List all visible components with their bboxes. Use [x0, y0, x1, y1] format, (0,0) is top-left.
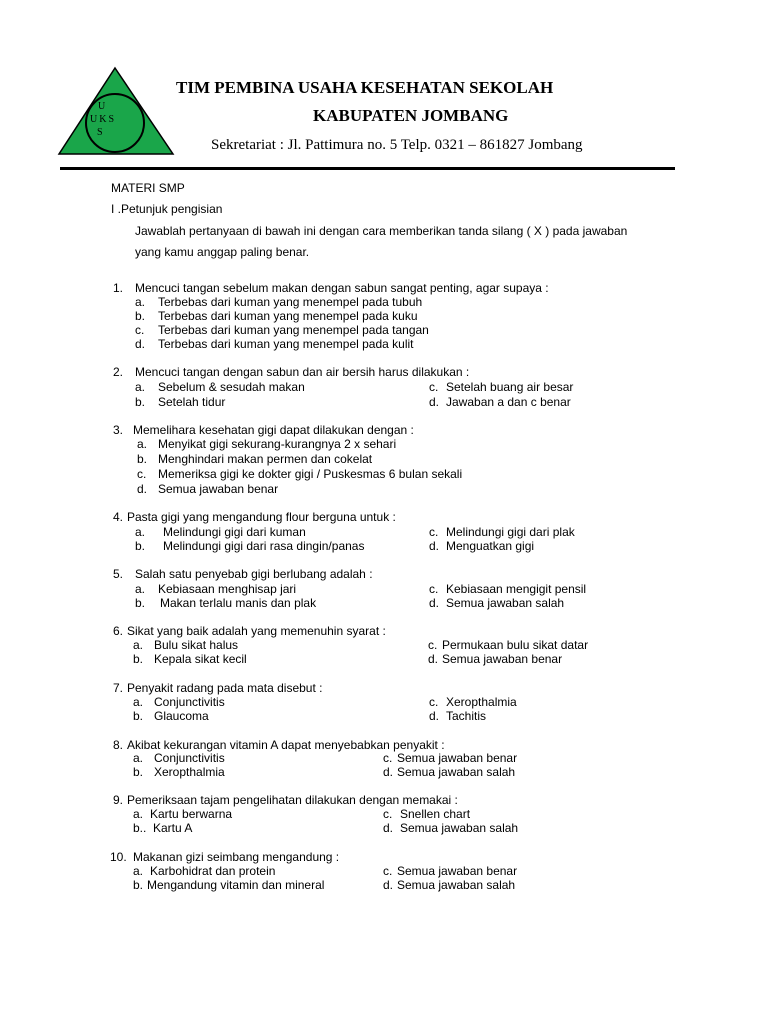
question-9-option-b: Kartu A — [153, 821, 193, 835]
question-9-option-a-letter: a. — [133, 807, 144, 821]
question-4-text: Pasta gigi yang mengandung flour berguna untuk : — [127, 510, 396, 524]
question-10-option-d: Semua jawaban salah — [397, 878, 516, 892]
question-7-text: Penyakit radang pada mata disebut : — [127, 681, 323, 695]
question-10-option-b-letter: b. — [133, 878, 144, 892]
question-6-option-c: Permukaan bulu sikat datar — [442, 638, 589, 652]
question-8-option-b: Xeropthalmia — [154, 765, 225, 779]
question-5-option-d: Semua jawaban salah — [446, 596, 565, 610]
question-9-number: 9. — [113, 793, 124, 807]
question-7-option-d: Tachitis — [446, 709, 487, 723]
question-7-number: 7. — [113, 681, 124, 695]
question-7-option-b: Glaucoma — [154, 709, 209, 723]
question-9-option-c-letter: c. — [383, 807, 393, 821]
question-10-option-c-letter: c. — [383, 864, 393, 878]
question-6-option-a-letter: a. — [133, 638, 144, 652]
header-divider — [60, 167, 675, 170]
question-4-option-a: Melindungi gigi dari kuman — [163, 525, 306, 539]
question-5-option-c: Kebiasaan mengigit pensil — [446, 582, 587, 596]
subject-heading: MATERI SMP — [111, 181, 185, 195]
question-7-option-d-letter: d. — [429, 709, 440, 723]
question-4-option-d-letter: d. — [429, 539, 440, 553]
question-8-option-d: Semua jawaban salah — [397, 765, 516, 779]
question-4-number: 4. — [113, 510, 124, 524]
question-5-text: Salah satu penyebab gigi berlubang adalah : — [135, 567, 373, 581]
question-1-option-b: Terbebas dari kuman yang menempel pada kuku — [158, 309, 418, 323]
question-6-text: Sikat yang baik adalah yang memenuhin syarat : — [127, 624, 386, 638]
question-5-option-b-letter: b. — [135, 596, 146, 610]
question-5-option-d-letter: d. — [429, 596, 440, 610]
question-10-number: 10. — [110, 850, 127, 864]
question-2-option-b-letter: b. — [135, 395, 146, 409]
question-10-option-b: Mengandung vitamin dan mineral — [147, 878, 325, 892]
question-4-option-b: Melindungi gigi dari rasa dingin/panas — [163, 539, 365, 553]
question-3-option-c: Memeriksa gigi ke dokter gigi / Puskesmas 6 bulan sekali — [158, 467, 463, 481]
org-address: Sekretariat : Jl. Pattimura no. 5 Telp. 0321 – 861827 Jombang — [211, 137, 583, 153]
question-8-text: Akibat kekurangan vitamin A dapat menyebabkan penyakit : — [127, 738, 445, 752]
question-9-option-a: Kartu berwarna — [150, 807, 233, 821]
question-1-option-d: Terbebas dari kuman yang menempel pada kulit — [158, 337, 414, 351]
uks-logo — [57, 66, 175, 156]
question-9-option-c: Snellen chart — [400, 807, 471, 821]
question-7-option-c-letter: c. — [429, 695, 439, 709]
question-6-number: 6. — [113, 624, 124, 638]
question-3-option-d-letter: d. — [137, 482, 148, 496]
question-5-number: 5. — [113, 567, 124, 581]
question-1-option-a-letter: a. — [135, 295, 146, 309]
question-2-option-a-letter: a. — [135, 380, 146, 394]
question-8-option-b-letter: b. — [133, 765, 144, 779]
question-7-option-a-letter: a. — [133, 695, 144, 709]
question-10-option-a-letter: a. — [133, 864, 144, 878]
question-1-text: Mencuci tangan sebelum makan dengan sabun sangat penting, agar supaya : — [135, 281, 549, 295]
question-9-option-d-letter: d. — [383, 821, 394, 835]
question-5-option-c-letter: c. — [429, 582, 439, 596]
section-heading: I .Petunjuk pengisian — [111, 202, 223, 216]
question-5-option-a-letter: a. — [135, 582, 146, 596]
question-1-option-b-letter: b. — [135, 309, 146, 323]
question-2-text: Mencuci tangan dengan sabun dan air bersih harus dilakukan : — [135, 365, 470, 379]
logo-letters-uks: UKS — [90, 114, 117, 125]
question-7-option-a: Conjunctivitis — [154, 695, 225, 709]
question-8-number: 8. — [113, 738, 124, 752]
question-10-option-c: Semua jawaban benar — [397, 864, 518, 878]
question-2-option-c: Setelah buang air besar — [446, 380, 574, 394]
question-6-option-d-letter: d. — [428, 652, 439, 666]
question-1-number: 1. — [113, 281, 124, 295]
question-6-option-a: Bulu sikat halus — [154, 638, 239, 652]
question-3-number: 3. — [113, 423, 124, 437]
question-10-option-a: Karbohidrat dan protein — [150, 864, 276, 878]
question-1-option-c-letter: c. — [135, 323, 145, 337]
question-2-option-c-letter: c. — [429, 380, 439, 394]
org-title-line2: KABUPATEN JOMBANG — [313, 106, 509, 125]
question-1-option-a: Terbebas dari kuman yang menempel pada tubuh — [158, 295, 423, 309]
question-6-option-b: Kepala sikat kecil — [154, 652, 247, 666]
question-5-option-b: Makan terlalu manis dan plak — [160, 596, 317, 610]
question-3-option-b-letter: b. — [137, 452, 148, 466]
question-4-option-b-letter: b. — [135, 539, 146, 553]
question-3-option-b: Menghindari makan permen dan cokelat — [158, 452, 373, 466]
question-10-option-d-letter: d. — [383, 878, 394, 892]
org-title-line1: TIM PEMBINA USAHA KESEHATAN SEKOLAH — [176, 78, 554, 97]
logo-triangle — [59, 68, 173, 154]
question-3-option-c-letter: c. — [137, 467, 147, 481]
question-8-option-a: Conjunctivitis — [154, 751, 225, 765]
question-3-option-d: Semua jawaban benar — [158, 482, 279, 496]
question-8-option-a-letter: a. — [133, 751, 144, 765]
question-7-option-b-letter: b. — [133, 709, 144, 723]
question-1-option-d-letter: d. — [135, 337, 146, 351]
question-8-option-c-letter: c. — [383, 751, 393, 765]
question-3-option-a-letter: a. — [137, 437, 148, 451]
question-2-option-d-letter: d. — [429, 395, 440, 409]
question-9-option-d: Semua jawaban salah — [400, 821, 519, 835]
question-5-option-a: Kebiasaan menghisap jari — [158, 582, 297, 596]
question-6-option-b-letter: b. — [133, 652, 144, 666]
question-4-option-a-letter: a. — [135, 525, 146, 539]
question-10-text: Makanan gizi seimbang mengandung : — [133, 850, 340, 864]
question-3-option-a: Menyikat gigi sekurang-kurangnya 2 x sehari — [158, 437, 397, 451]
question-3-text: Memelihara kesehatan gigi dapat dilakukan dengan : — [133, 423, 414, 437]
question-6-option-d: Semua jawaban benar — [442, 652, 563, 666]
instruction-line1: Jawablah pertanyaan di bawah ini dengan cara memberikan tanda silang ( X ) pada jawaban — [135, 224, 628, 238]
question-1-option-c: Terbebas dari kuman yang menempel pada tangan — [158, 323, 429, 337]
question-9-option-b-letter: b.. — [133, 821, 147, 835]
logo-letter-s: S — [97, 127, 103, 138]
question-4-option-d: Menguatkan gigi — [446, 539, 535, 553]
question-4-option-c: Melindungi gigi dari plak — [446, 525, 575, 539]
instruction-line2: yang kamu anggap paling benar. — [135, 245, 310, 259]
question-8-option-d-letter: d. — [383, 765, 394, 779]
question-2-option-b: Setelah tidur — [158, 395, 226, 409]
question-4-option-c-letter: c. — [429, 525, 439, 539]
question-8-option-c: Semua jawaban benar — [397, 751, 518, 765]
question-9-text: Pemeriksaan tajam pengelihatan dilakukan dengan memakai : — [127, 793, 458, 807]
question-2-number: 2. — [113, 365, 124, 379]
logo-letter-u: U — [98, 101, 106, 112]
question-7-option-c: Xeropthalmia — [446, 695, 517, 709]
question-2-option-a: Sebelum & sesudah makan — [158, 380, 305, 394]
question-6-option-c-letter: c. — [428, 638, 438, 652]
question-2-option-d: Jawaban a dan c benar — [446, 395, 571, 409]
